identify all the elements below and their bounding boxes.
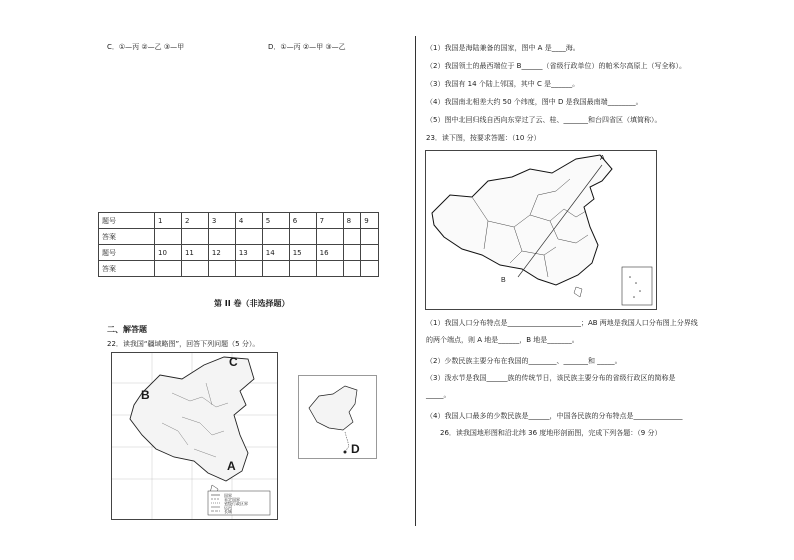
answer-cell[interactable] [155, 229, 182, 245]
map-label-b-right: B [501, 277, 506, 284]
map-label-a: A [227, 459, 236, 473]
answer-cell[interactable] [289, 229, 316, 245]
legend-province: 省级行政区界 [224, 501, 248, 506]
grid-cell: 12 [208, 245, 235, 261]
grid-cell: 题号 [99, 245, 155, 261]
grid-cell: 7 [316, 213, 343, 229]
grid-cell: 9 [361, 213, 379, 229]
question-23: 23．读下图，按要求答题：（10 分） [426, 134, 541, 142]
answer-cell[interactable] [235, 229, 262, 245]
grid-cell: 13 [235, 245, 262, 261]
question-22-3: （3）我国有 14 个陆上邻国，其中 C 是______。 [426, 80, 580, 88]
inset-map [298, 375, 377, 459]
china-province-outline [432, 155, 612, 285]
answer-cell[interactable] [262, 261, 289, 277]
question-23-3: （3）泼水节是我国______族的传统节日，该民族主要分布的省级行政区的简称是 [426, 374, 676, 382]
answer-cell[interactable] [343, 261, 361, 277]
answer-cell[interactable] [155, 261, 182, 277]
answer-cell[interactable] [208, 261, 235, 277]
inset-china-outline [309, 386, 357, 430]
question-23-2: （2）少数民族主要分布在我国的________、_______和 _____。 [426, 357, 622, 365]
option-d: D．①—丙 ②—甲 ③—乙 [268, 43, 346, 51]
grid-cell: 4 [235, 213, 262, 229]
grid-cell: 3 [208, 213, 235, 229]
answer-cell[interactable] [181, 229, 208, 245]
question-23-1-cont: 的两个端点，则 A 地是______，B 地是_______。 [426, 336, 579, 344]
grid-cell: 答案 [99, 261, 155, 277]
answer-cell[interactable] [361, 229, 379, 245]
legend-canal: 运河 [224, 505, 232, 510]
south-sea-inset [622, 267, 652, 305]
grid-cell: 1 [155, 213, 182, 229]
section-heading: 二、解答题 [107, 325, 147, 334]
answer-cell[interactable] [235, 261, 262, 277]
map-label-b: B [141, 388, 150, 402]
grid-cell: 15 [289, 245, 316, 261]
population-map [425, 150, 657, 310]
grid-cell: 16 [316, 245, 343, 261]
question-22-4: （4）我国南北相差大约 50 个纬度，图中 D 是我国最南端________。 [426, 98, 643, 106]
answer-cell[interactable] [361, 261, 379, 277]
map-label-c: C [229, 355, 238, 369]
territory-map-svg [112, 353, 277, 519]
question-22: 22．读我国“疆域略图”，回答下列问题（5 分）。 [107, 340, 260, 348]
map-label-a-right: A [600, 155, 605, 162]
answer-cell[interactable] [316, 261, 343, 277]
answer-cell[interactable] [316, 229, 343, 245]
answer-cell[interactable] [343, 229, 361, 245]
legend-great-wall: 长城 [224, 509, 232, 514]
question-26: 26．读我国地形图和沿北纬 36 度地形剖面图，完成下列各题：（9 分） [440, 429, 662, 437]
grid-row-numbers-1 [99, 213, 379, 229]
answer-cell[interactable] [208, 229, 235, 245]
grid-row-numbers-2 [99, 245, 379, 261]
grid-row-answers-1 [99, 229, 379, 245]
grid-row-answers-2 [99, 261, 379, 277]
grid-cell: 10 [155, 245, 182, 261]
legend-border: 国界 [224, 493, 232, 498]
grid-cell: 答案 [99, 229, 155, 245]
grid-cell: 题号 [99, 213, 155, 229]
grid-cell: 5 [262, 213, 289, 229]
question-22-1: （1）我国是海陆兼备的国家，图中 A 是____海。 [426, 44, 580, 52]
grid-cell: 2 [181, 213, 208, 229]
question-23-4: （4）我国人口最多的少数民族是______，中国各民族的分布特点是______________ [426, 412, 683, 420]
grid-cell: 6 [289, 213, 316, 229]
inset-map-svg [299, 376, 376, 458]
legend-undetermined: 未定国界 [224, 497, 240, 502]
answer-grid [98, 212, 379, 277]
answer-cell[interactable] [181, 261, 208, 277]
grid-cell [361, 245, 379, 261]
answer-cell[interactable] [289, 261, 316, 277]
answer-cell[interactable] [262, 229, 289, 245]
map-label-d: D [351, 442, 360, 456]
column-divider [415, 36, 416, 526]
population-map-svg [426, 151, 656, 309]
option-c: C．①—丙 ②—乙 ③—甲 [107, 43, 185, 51]
question-22-2: （2）我国领土的最西端位于 B______（省级行政单位）的帕米尔高原上（写全称）。 [426, 62, 686, 70]
question-23-1: （1）我国人口分布特点是_____________________；AB 两地是我国人口分布图上分界线 [426, 319, 698, 327]
question-22-5: （5）图中北回归线自西向东穿过了云、桂、_______和台四省区（填简称）。 [426, 116, 662, 124]
grid-cell: 8 [343, 213, 361, 229]
question-23-3-cont: _____。 [426, 391, 451, 399]
grid-cell: 11 [181, 245, 208, 261]
part-2-title: 第 II 卷（非选择题） [214, 299, 290, 308]
grid-cell: 14 [262, 245, 289, 261]
grid-cell [343, 245, 361, 261]
territory-map [111, 352, 278, 520]
